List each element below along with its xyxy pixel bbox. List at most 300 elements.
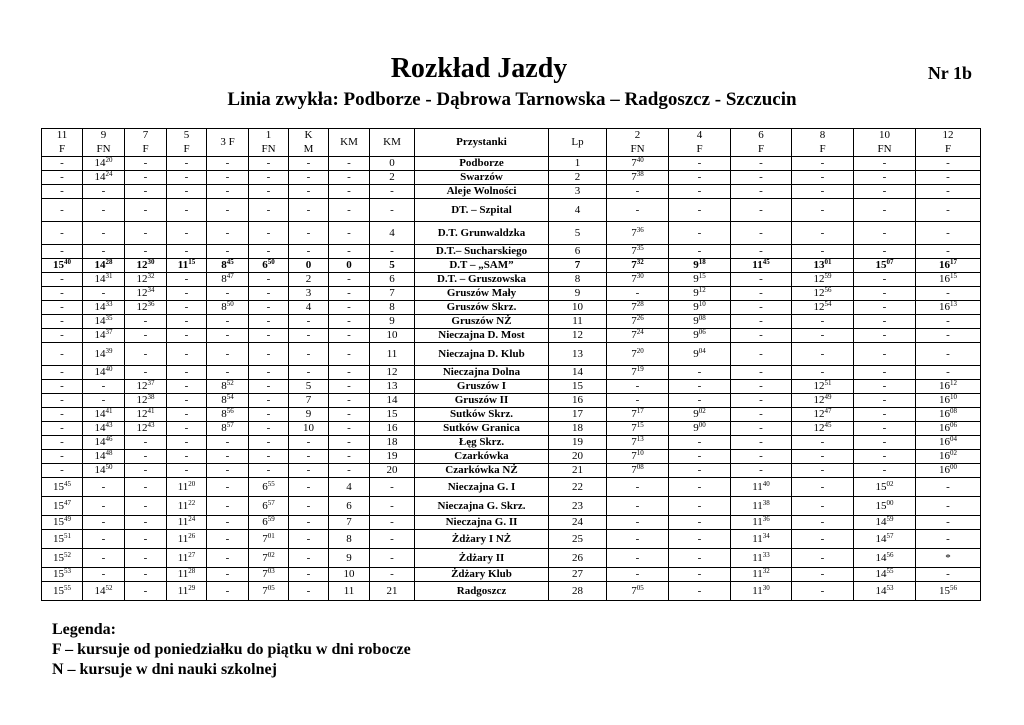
table-cell: - [207, 287, 249, 301]
table-cell: $14^{55}$ [854, 568, 916, 582]
table-cell: - [792, 464, 854, 478]
table-cell: $14^{59}$ [854, 516, 916, 530]
table-cell: - [854, 422, 916, 436]
table-cell: - [42, 394, 83, 408]
table-cell: $9^{06}$ [669, 329, 731, 343]
stop-name: Podborze [415, 157, 549, 171]
table-cell: - [669, 549, 731, 568]
table-cell: $7^{10}$ [607, 450, 669, 464]
table-cell: - [669, 245, 731, 259]
table-cell: - [731, 301, 792, 315]
table-cell: $14^{40}$ [83, 366, 125, 380]
header-col-1: 9 FN [83, 129, 125, 157]
table-cell: $11^{26}$ [167, 530, 207, 549]
table-cell: - [167, 422, 207, 436]
table-cell: - [607, 185, 669, 199]
table-cell: - [125, 171, 167, 185]
table-cell: - [854, 408, 916, 422]
table-cell: 28 [549, 582, 607, 601]
table-cell: - [83, 222, 125, 245]
table-cell: - [792, 436, 854, 450]
table-cell: - [42, 157, 83, 171]
table-cell: $14^{43}$ [83, 422, 125, 436]
table-cell: - [607, 380, 669, 394]
table-cell: - [289, 450, 329, 464]
table-cell: - [792, 582, 854, 601]
table-cell: 10 [370, 329, 415, 343]
table-cell: $16^{00}$ [916, 464, 981, 478]
table-cell: - [329, 199, 370, 222]
table-cell: - [125, 366, 167, 380]
table-row [42, 259, 981, 273]
table-row [42, 171, 981, 185]
table-cell: - [669, 171, 731, 185]
table-cell: - [42, 366, 83, 380]
table-cell: $7^{15}$ [607, 422, 669, 436]
table-cell: - [669, 568, 731, 582]
table-cell: $12^{59}$ [792, 273, 854, 287]
table-cell: $15^{02}$ [854, 478, 916, 497]
table-cell: - [370, 199, 415, 222]
table-cell: - [916, 157, 981, 171]
table-cell: - [854, 273, 916, 287]
table-cell: 11 [329, 582, 370, 601]
table-cell: $15^{52}$ [42, 549, 83, 568]
table-cell: $6^{55}$ [249, 478, 289, 497]
table-cell: 7 [289, 394, 329, 408]
table-cell: - [329, 222, 370, 245]
table-cell: $15^{49}$ [42, 516, 83, 530]
table-cell: - [329, 329, 370, 343]
table-cell: - [125, 497, 167, 516]
table-cell: - [42, 171, 83, 185]
stop-name: Gruszów Skrz. [415, 301, 549, 315]
table-cell: - [854, 366, 916, 380]
stop-name: Gruszów I [415, 380, 549, 394]
table-cell: - [125, 343, 167, 366]
table-cell: $7^{03}$ [249, 568, 289, 582]
table-cell: $15^{55}$ [42, 582, 83, 601]
table-cell: - [854, 380, 916, 394]
table-cell: - [916, 568, 981, 582]
table-cell: - [607, 530, 669, 549]
table-row [42, 329, 981, 343]
table-cell: $11^{20}$ [167, 478, 207, 497]
table-cell: $15^{51}$ [42, 530, 83, 549]
stop-name: Gruszów Mały [415, 287, 549, 301]
table-cell: - [916, 245, 981, 259]
table-cell: 2 [549, 171, 607, 185]
table-cell: $15^{53}$ [42, 568, 83, 582]
table-cell: - [854, 329, 916, 343]
table-row [42, 343, 981, 366]
table-cell: $14^{56}$ [854, 549, 916, 568]
table-cell: - [854, 450, 916, 464]
timetable [41, 128, 981, 601]
table-cell: 16 [370, 422, 415, 436]
timetable-header [42, 129, 981, 157]
table-cell: - [854, 185, 916, 199]
table-cell: - [207, 245, 249, 259]
table-cell: 5 [549, 222, 607, 245]
table-cell: - [289, 185, 329, 199]
table-cell: $16^{13}$ [916, 301, 981, 315]
table-cell: 12 [370, 366, 415, 380]
table-row [42, 273, 981, 287]
table-cell: $7^{24}$ [607, 329, 669, 343]
table-cell: - [207, 549, 249, 568]
table-cell: - [289, 464, 329, 478]
table-cell: - [83, 549, 125, 568]
table-cell: 23 [549, 497, 607, 516]
table-cell: 1 [549, 157, 607, 171]
table-cell: - [329, 245, 370, 259]
header-col-14: 8 F [792, 129, 854, 157]
table-cell: 2 [289, 273, 329, 287]
table-cell: - [125, 568, 167, 582]
header-col-12: 4 F [669, 129, 731, 157]
table-cell: $12^{32}$ [125, 273, 167, 287]
table-cell: $8^{57}$ [207, 422, 249, 436]
table-cell: $9^{12}$ [669, 287, 731, 301]
table-cell: - [329, 366, 370, 380]
stop-name: Nieczajna G. II [415, 516, 549, 530]
table-cell: $9^{18}$ [669, 259, 731, 273]
table-cell: - [83, 380, 125, 394]
table-cell: - [916, 329, 981, 343]
timetable-body [42, 157, 981, 601]
table-cell: 6 [329, 497, 370, 516]
table-cell: - [792, 366, 854, 380]
table-cell: $12^{56}$ [792, 287, 854, 301]
table-cell: - [792, 450, 854, 464]
table-cell: - [249, 422, 289, 436]
table-cell: - [42, 464, 83, 478]
table-cell: - [167, 464, 207, 478]
table-cell: - [669, 380, 731, 394]
table-cell: - [370, 497, 415, 516]
stop-name: Nieczajna G. I [415, 478, 549, 497]
table-cell: 25 [549, 530, 607, 549]
table-cell: 7 [370, 287, 415, 301]
table-cell: - [916, 366, 981, 380]
stop-name: Żdżary II [415, 549, 549, 568]
table-cell: - [249, 301, 289, 315]
table-cell: $9^{08}$ [669, 315, 731, 329]
header-col-5: 1 FN [249, 129, 289, 157]
header-col-8: KM [370, 129, 415, 157]
table-cell: - [167, 343, 207, 366]
table-cell: - [207, 157, 249, 171]
table-row [42, 199, 981, 222]
stop-name: Żdżary I NŻ [415, 530, 549, 549]
table-cell: - [854, 287, 916, 301]
table-cell: - [249, 171, 289, 185]
table-cell: - [792, 343, 854, 366]
table-cell: - [916, 516, 981, 530]
table-cell: - [854, 343, 916, 366]
header-col-2: 7 F [125, 129, 167, 157]
header-col-10: Lp [549, 129, 607, 157]
table-row [42, 464, 981, 478]
table-cell: $16^{02}$ [916, 450, 981, 464]
table-cell: 9 [370, 315, 415, 329]
table-cell: $11^{32}$ [731, 568, 792, 582]
table-row [42, 549, 981, 568]
stop-name: Nieczajna G. Skrz. [415, 497, 549, 516]
table-cell: 16 [549, 394, 607, 408]
stop-name: Swarzów [415, 171, 549, 185]
table-cell: - [207, 343, 249, 366]
table-cell: - [854, 245, 916, 259]
table-cell: - [329, 408, 370, 422]
stop-name: Nieczajna D. Klub [415, 343, 549, 366]
stop-name: DT. – Szpital [415, 199, 549, 222]
table-cell: $14^{31}$ [83, 273, 125, 287]
table-cell: $9^{00}$ [669, 422, 731, 436]
table-row [42, 157, 981, 171]
table-cell: $14^{24}$ [83, 171, 125, 185]
table-cell: - [792, 315, 854, 329]
table-cell: $12^{36}$ [125, 301, 167, 315]
table-cell: 7 [329, 516, 370, 530]
stop-name: Łęg Skrz. [415, 436, 549, 450]
table-cell: * [916, 549, 981, 568]
stop-name: D.T. Grunwaldzka [415, 222, 549, 245]
table-cell: - [167, 301, 207, 315]
table-cell: 7 [549, 259, 607, 273]
table-cell: - [669, 464, 731, 478]
table-cell: 9 [549, 287, 607, 301]
table-row [42, 422, 981, 436]
table-row [42, 408, 981, 422]
table-cell: - [370, 516, 415, 530]
table-cell: - [329, 185, 370, 199]
table-cell: $11^{40}$ [731, 478, 792, 497]
table-cell: - [289, 549, 329, 568]
table-cell: - [329, 380, 370, 394]
table-cell: - [792, 478, 854, 497]
table-cell: $11^{15}$ [167, 259, 207, 273]
table-cell: - [167, 171, 207, 185]
table-row [42, 530, 981, 549]
table-cell: - [669, 497, 731, 516]
table-cell: - [607, 478, 669, 497]
table-cell: $12^{51}$ [792, 380, 854, 394]
table-cell: - [167, 273, 207, 287]
table-cell: - [207, 568, 249, 582]
table-cell: $16^{10}$ [916, 394, 981, 408]
table-cell: 4 [329, 478, 370, 497]
table-cell: - [792, 568, 854, 582]
table-cell: 17 [549, 408, 607, 422]
table-cell: $8^{50}$ [207, 301, 249, 315]
table-cell: $6^{50}$ [249, 259, 289, 273]
table-cell: - [42, 329, 83, 343]
table-cell: $12^{45}$ [792, 422, 854, 436]
table-cell: 0 [329, 259, 370, 273]
table-cell: - [167, 329, 207, 343]
table-cell: $9^{04}$ [669, 343, 731, 366]
table-cell: - [42, 343, 83, 366]
table-cell: - [289, 568, 329, 582]
table-cell: - [792, 516, 854, 530]
table-cell: $12^{49}$ [792, 394, 854, 408]
table-cell: $16^{04}$ [916, 436, 981, 450]
table-cell: - [125, 464, 167, 478]
stop-name: Czarkówka [415, 450, 549, 464]
table-cell: - [329, 287, 370, 301]
table-cell: - [854, 199, 916, 222]
table-row [42, 380, 981, 394]
table-cell: - [249, 199, 289, 222]
table-cell: - [83, 287, 125, 301]
table-cell: $14^{57}$ [854, 530, 916, 549]
table-cell: - [669, 222, 731, 245]
stop-name: Aleje Wolności [415, 185, 549, 199]
table-cell: - [207, 436, 249, 450]
table-row [42, 185, 981, 199]
table-cell: - [792, 222, 854, 245]
table-cell: - [83, 568, 125, 582]
table-cell: - [249, 343, 289, 366]
table-cell: - [669, 394, 731, 408]
table-cell: - [83, 185, 125, 199]
table-cell: $12^{54}$ [792, 301, 854, 315]
table-cell: - [125, 478, 167, 497]
table-cell: - [207, 329, 249, 343]
table-cell: - [249, 273, 289, 287]
table-cell: $16^{12}$ [916, 380, 981, 394]
table-cell: - [125, 199, 167, 222]
table-cell: - [125, 245, 167, 259]
table-cell: - [167, 436, 207, 450]
table-cell: - [731, 199, 792, 222]
table-cell: - [83, 478, 125, 497]
table-cell: - [167, 408, 207, 422]
table-cell: - [289, 329, 329, 343]
table-cell: 14 [549, 366, 607, 380]
table-cell: - [207, 516, 249, 530]
table-cell: $8^{54}$ [207, 394, 249, 408]
header-col-11: 2 FN [607, 129, 669, 157]
table-cell: $7^{20}$ [607, 343, 669, 366]
table-cell: - [207, 315, 249, 329]
table-cell: 4 [549, 199, 607, 222]
table-cell: - [249, 222, 289, 245]
table-cell: $7^{17}$ [607, 408, 669, 422]
table-cell: - [731, 394, 792, 408]
table-cell: $16^{06}$ [916, 422, 981, 436]
table-cell: - [42, 222, 83, 245]
stop-name: Sutków Granica [415, 422, 549, 436]
table-cell: - [289, 315, 329, 329]
table-cell: - [731, 329, 792, 343]
table-cell: - [370, 549, 415, 568]
table-cell: - [669, 530, 731, 549]
table-cell: - [289, 343, 329, 366]
table-cell: - [792, 185, 854, 199]
table-cell: - [249, 450, 289, 464]
table-cell: - [329, 450, 370, 464]
table-cell: - [731, 422, 792, 436]
table-cell: - [731, 245, 792, 259]
table-cell: 14 [370, 394, 415, 408]
table-cell: $14^{33}$ [83, 301, 125, 315]
table-cell: - [669, 366, 731, 380]
table-cell: - [329, 273, 370, 287]
table-cell: - [167, 380, 207, 394]
legend-item-n: N – kursuje w dni nauki szkolnej [52, 661, 277, 678]
table-cell: - [329, 394, 370, 408]
table-cell: - [370, 530, 415, 549]
table-cell: $8^{45}$ [207, 259, 249, 273]
table-cell: - [792, 171, 854, 185]
table-cell: 8 [370, 301, 415, 315]
table-cell: 12 [549, 329, 607, 343]
table-cell: $11^{24}$ [167, 516, 207, 530]
table-cell: 26 [549, 549, 607, 568]
table-cell: $7^{30}$ [607, 273, 669, 287]
table-cell: $11^{38}$ [731, 497, 792, 516]
table-cell: - [792, 199, 854, 222]
page-title: Rozkład Jazdy [390, 53, 568, 84]
table-cell: 10 [329, 568, 370, 582]
table-cell: $11^{29}$ [167, 582, 207, 601]
table-cell: - [207, 222, 249, 245]
table-cell: - [249, 185, 289, 199]
table-row [42, 394, 981, 408]
table-cell: - [289, 497, 329, 516]
table-cell: - [42, 436, 83, 450]
table-cell: 11 [549, 315, 607, 329]
table-cell: - [916, 478, 981, 497]
table-cell: 15 [549, 380, 607, 394]
table-cell: $11^{36}$ [731, 516, 792, 530]
table-cell: $12^{41}$ [125, 408, 167, 422]
stop-name: Gruszów NŻ [415, 315, 549, 329]
table-cell: - [125, 185, 167, 199]
table-cell: - [249, 408, 289, 422]
table-cell: 4 [370, 222, 415, 245]
table-cell: - [42, 245, 83, 259]
table-cell: $15^{40}$ [42, 259, 83, 273]
table-cell: 11 [370, 343, 415, 366]
table-cell: - [792, 245, 854, 259]
table-cell: $7^{40}$ [607, 157, 669, 171]
legend [52, 620, 411, 680]
table-cell: - [607, 394, 669, 408]
table-cell: - [731, 450, 792, 464]
table-cell: 0 [289, 259, 329, 273]
table-cell: $7^{32}$ [607, 259, 669, 273]
table-cell: - [167, 157, 207, 171]
table-cell: 27 [549, 568, 607, 582]
table-cell: - [125, 329, 167, 343]
header-col-15: 10 FN [854, 129, 916, 157]
table-cell: - [125, 222, 167, 245]
table-cell: - [607, 287, 669, 301]
table-cell: - [83, 199, 125, 222]
table-row [42, 245, 981, 259]
line-route: Linia zwykła: Podborze - Dąbrowa Tarnowska – Radgoszcz - Szczucin [227, 89, 797, 110]
table-cell: - [329, 157, 370, 171]
table-cell: - [125, 549, 167, 568]
table-cell: - [669, 516, 731, 530]
table-row [42, 450, 981, 464]
table-cell: $7^{35}$ [607, 245, 669, 259]
table-cell: 18 [370, 436, 415, 450]
